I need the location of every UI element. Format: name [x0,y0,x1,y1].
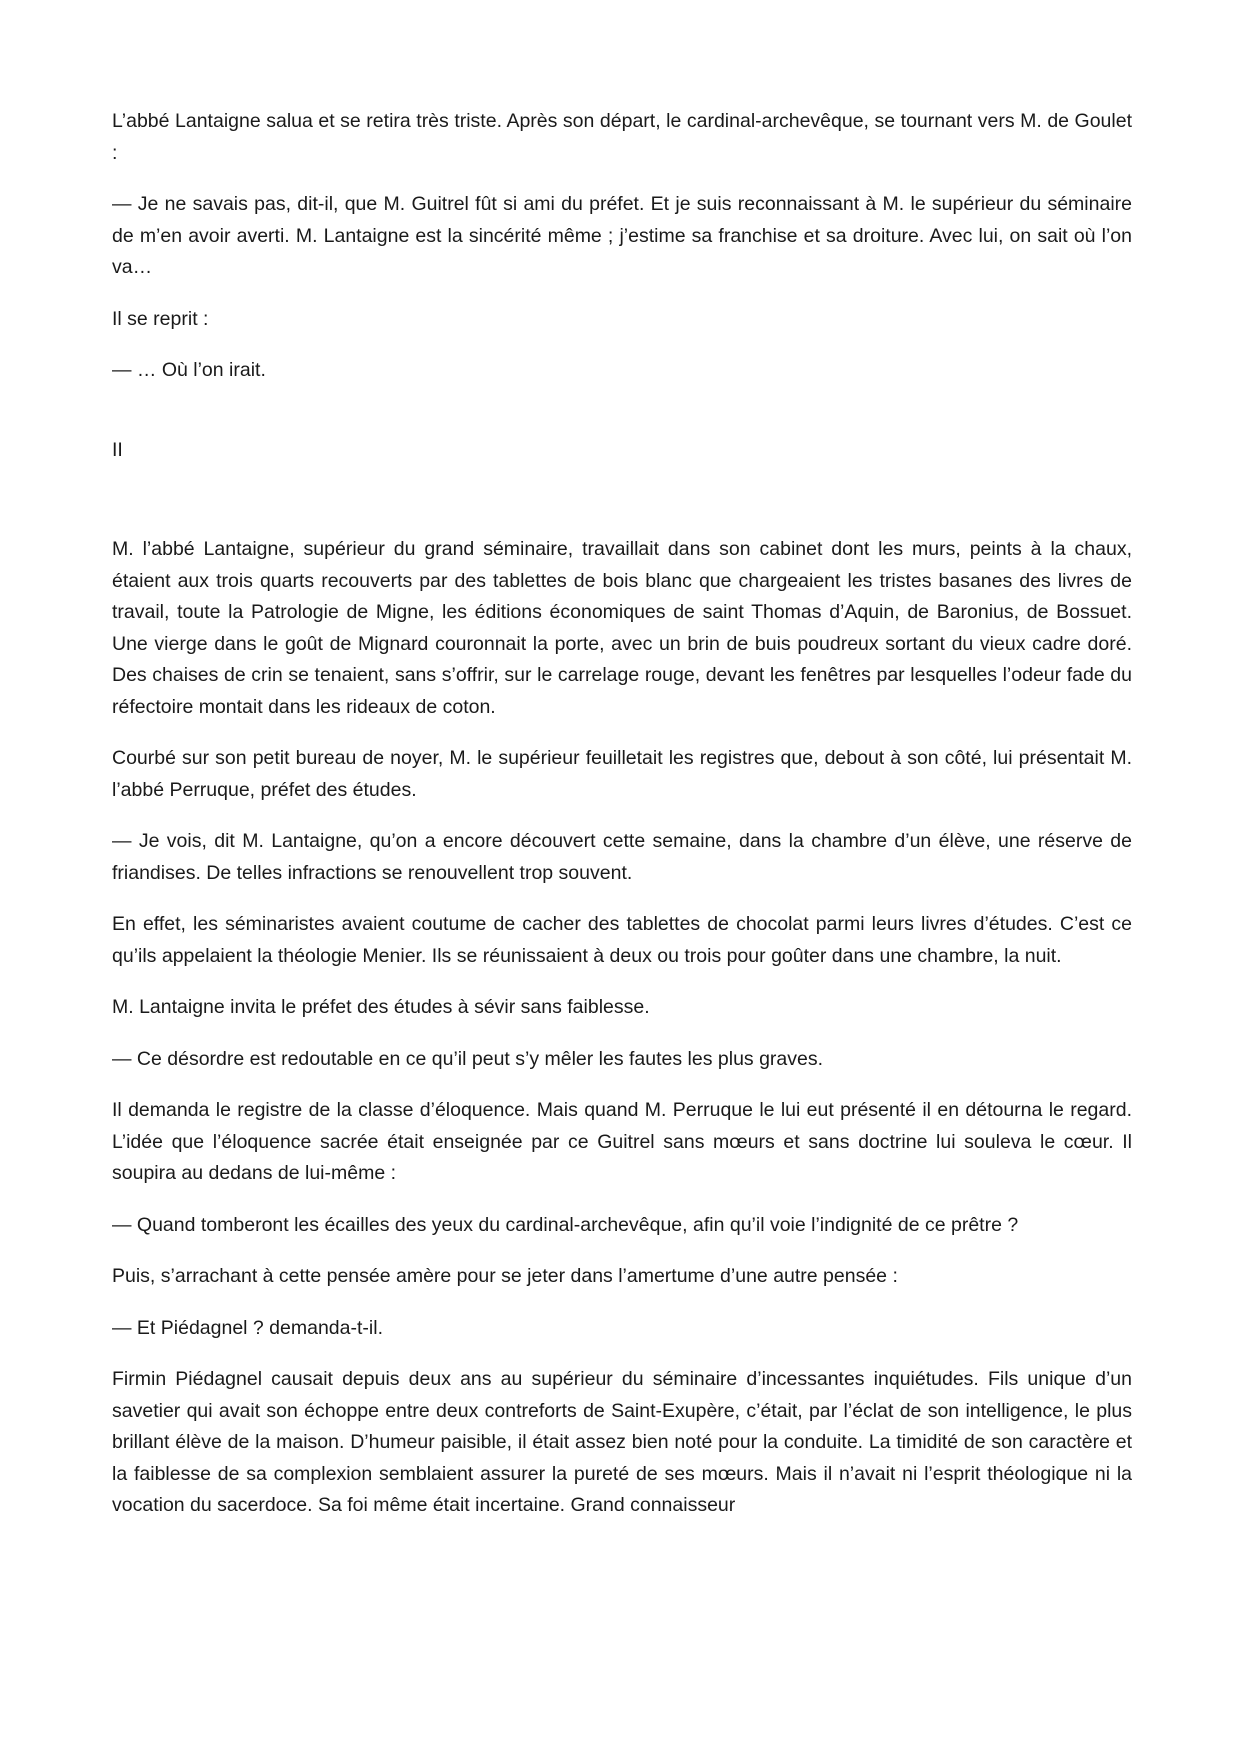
paragraph: — Je ne savais pas, dit-il, que M. Guitrel fût si ami du préfet. Et je suis reconnaissant à M. le supérieur du séminaire de m’en avoir averti. M. Lantaigne est la sincérité même ; j’estime sa franchise et sa droiture. Avec lui, on sait où l’on va… [112,193,1132,278]
paragraph: Il demanda le registre de la classe d’éloquence. Mais quand M. Perruque le lui eut présenté il en détourna le regard. L’idée que l’éloquence sacrée était enseignée par ce Guitrel sans mœurs et sans doctrine lui souleva le cœur. Il soupira au dedans de lui-même : [112,1099,1132,1184]
paragraph: Firmin Piédagnel causait depuis deux ans au supérieur du séminaire d’incessantes inquiétudes. Fils unique d’un savetier qui avait son échoppe entre deux contreforts de Saint-Exupère, c’était, par l’éclat de son intelligence, le plus brillant élève de la maison. D’humeur paisible, il était assez bien noté pour la conduite. La timidité de son caractère et la faiblesse de sa complexion semblaient assurer la pureté de ses mœurs. Mais il n’avait ni l’esprit théologique ni la vocation du sacerdoce. Sa foi même était incertaine. Grand connaisseur [112,1368,1132,1516]
paragraph: Courbé sur son petit bureau de noyer, M. le supérieur feuilletait les registres que, debout à son côté, lui présentait M. l’abbé Perruque, préfet des études. [112,747,1132,801]
paragraph: — Quand tomberont les écailles des yeux du cardinal-archevêque, afin qu’il voie l’indignité de ce prêtre ? [112,1213,1019,1236]
paragraph: En effet, les séminaristes avaient coutume de cacher des tablettes de chocolat parmi leurs livres d’études. C’est ce qu’ils appelaient la théologie Menier. Ils se réunissaient à deux ou trois pour goûter dans une chambre, la nuit. [112,913,1132,967]
paragraph: — … Où l’on irait. [112,359,266,381]
paragraph: — Ce désordre est redoutable en ce qu’il peut s’y mêler les fautes les plus graves. [112,1047,824,1070]
paragraph: — Je vois, dit M. Lantaigne, qu’on a encore découvert cette semaine, dans la chambre d’un élève, une réserve de friandises. De telles infractions se renouvellent trop souvent. [112,830,1132,884]
chapter-heading: II [112,438,123,461]
paragraph: M. Lantaigne invita le préfet des études à sévir sans faiblesse. [112,996,650,1018]
paragraph: M. l’abbé Lantaigne, supérieur du grand séminaire, travaillait dans son cabinet dont les murs, peints à la chaux, étaient aux trois quarts recouverts par des tablettes de bois blanc que chargeaient les tristes basanes des livres de travail, toute la Patrologie de Migne, les éditions économiques de saint Thomas d’Aquin, de Baronius, de Bossuet. Une vierge dans le goût de Mignard couronnait la porte, avec un brin de buis poudreux sortant du vieux cadre doré. Des chaises de crin se tenaient, sans s’offrir, sur le carrelage rouge, devant les fenêtres par lesquelles l’odeur fade du réfectoire montait dans les rideaux de coton. [112,538,1132,718]
paragraph: — Et Piédagnel ? demanda-t-il. [112,1316,383,1339]
document-page [112,106,1132,1542]
paragraph: Il se reprit : [112,307,209,330]
paragraph: L’abbé Lantaigne salua et se retira très triste. Après son départ, le cardinal-archevêque, se tournant vers M. de Goulet : [112,110,1132,164]
paragraph: Puis, s’arrachant à cette pensée amère pour se jeter dans l’amertume d’une autre pensée : [112,1265,898,1287]
